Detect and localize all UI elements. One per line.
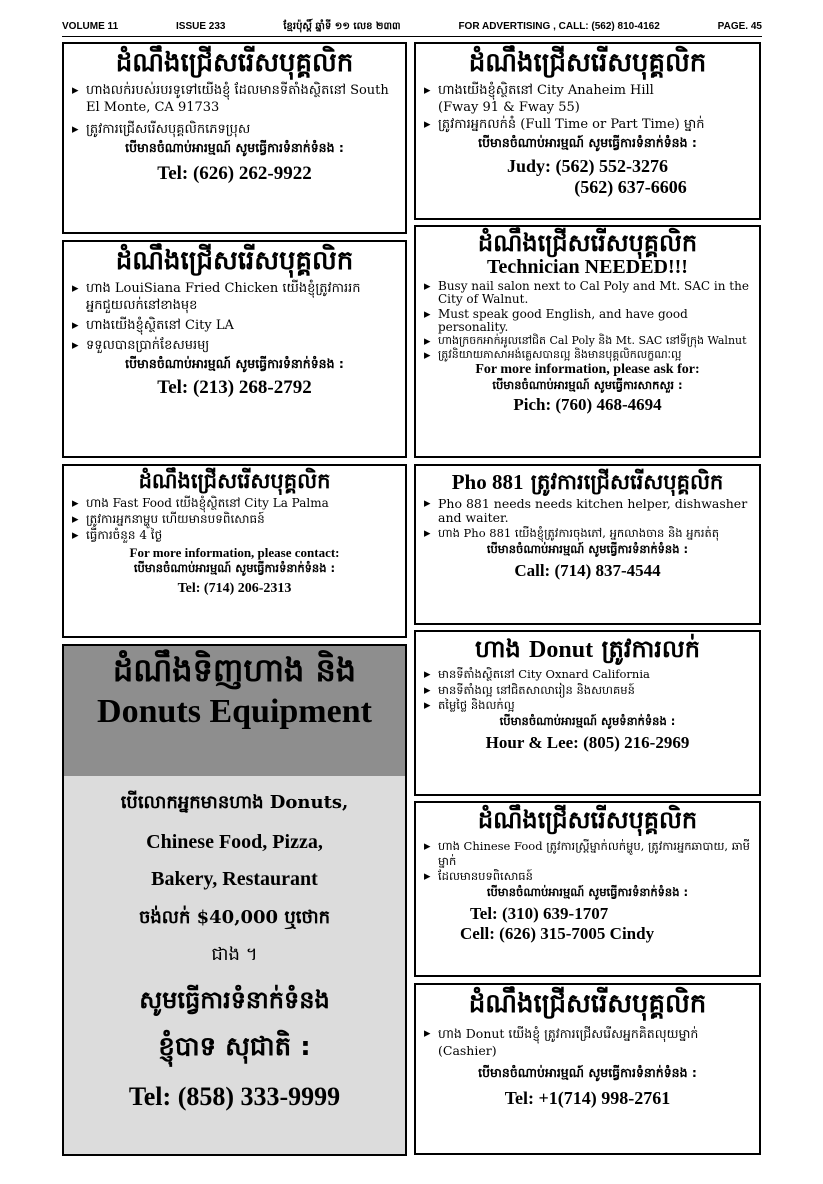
- page-number: PAGE. 45: [717, 20, 762, 32]
- ad-bullet: ▸ ត្រូវការអ្នកលក់នំ (Full Time or Part Time) ម្នាក់: [424, 117, 751, 133]
- phone-number: Tel: (310) 639-1707: [470, 904, 609, 924]
- phone-number: Tel: (213) 268-2792: [157, 377, 312, 399]
- contact-line: បើមានចំណាប់អារម្មណ៍ សូមធ្វើការទំនាក់ទំនង :: [133, 561, 336, 576]
- ad-bullet-text: (Fway 91 & Fway 55): [438, 99, 580, 115]
- ad-bullet: ▸ ហាងក្រចកអាក់អូលនៅជិត Cal Poly និង Mt. SAC នៅទីក្រុង Walnut: [424, 335, 751, 348]
- job-ad-4: [414, 225, 761, 458]
- job-ad-2: [414, 42, 761, 220]
- job-ad-6: [414, 464, 761, 625]
- ad-title: ដំណឹងជ្រើសរើសបុគ្គលិក: [477, 229, 698, 257]
- buy-ad-donuts-equipment: [62, 644, 407, 1156]
- ad-title: ដំណឹងជ្រើសរើសបុគ្គលិក: [468, 48, 707, 78]
- job-ad-5: [62, 464, 407, 638]
- contact-line: បើមានចំណាប់អារម្មណ៍ សូមធ្វើការទំនាក់ទំនង :: [125, 140, 344, 156]
- ad-bullet: ▸ ហាង LouiSiana Fried Chicken យើងខ្ញុំត្រូវការរកអ្នកជួយលក់នៅខាងមុខ: [72, 281, 397, 314]
- ad-line: បើលោកអ្នកមានហាង Donuts,: [120, 792, 349, 813]
- phone-number: Pich: (760) 468-4694: [513, 395, 662, 415]
- issue-label: ISSUE 233: [176, 20, 226, 32]
- ad-bullet: ▸ ត្រូវការអ្នកនាម្ហូប ហើយមានបទពិសោធន៍: [72, 512, 397, 527]
- phone-number: Call: (714) 837-4544: [514, 561, 661, 581]
- ad-bullet: ▸ ធ្វើការចំនួន 4 ថ្ងៃ: [72, 528, 397, 543]
- ad-bullet: ▸ តម្លៃថ្លៃ និងលក់ល្អ: [424, 698, 751, 712]
- ad-bullet: ▸ Pho 881 needs needs kitchen helper, dishwasher and waiter.: [424, 497, 751, 526]
- contact-line: បើមានចំណាប់អារម្មណ៍ សូមធ្វើការទំនាក់ទំនង :: [478, 1064, 697, 1080]
- ad-title: ដំណឹងជ្រើសរើសបុគ្គលិក: [468, 989, 707, 1019]
- ad-bullet: ▸ ដែលមានបទពិសោធន៍: [424, 869, 751, 883]
- more-info-line: For more information, please ask for:: [475, 362, 700, 378]
- job-ad-10: [414, 983, 761, 1155]
- volume-label: VOLUME 11: [62, 20, 119, 32]
- ad-line: ខ្ញុំបាទ សុជាតិ :: [158, 1032, 311, 1062]
- contact-line: បើមានចំណាប់អារម្មណ៍ សូមធ្វើការទំនាក់ទំនង :: [125, 356, 344, 372]
- ad-title: ដំណឹងជ្រើសរើសបុគ្គលិក: [115, 48, 354, 78]
- ad-bullet: ▸ ទទួលបានប្រាក់ខែសមរម្យ: [72, 338, 397, 354]
- ad-line: Chinese Food, Pizza,: [146, 831, 323, 853]
- job-ad-3: [62, 240, 407, 458]
- ad-bullet: ▸ ហាង Fast Food យើងខ្ញុំស្ថិតនៅ City La Palma: [72, 496, 397, 511]
- ad-title: ដំណឹងជ្រើសរើសបុគ្គលិក: [477, 806, 698, 834]
- ad-title-kh: ហាង: [474, 635, 521, 663]
- contact-line: បើមានចំណាប់អារម្មណ៍ សូមធ្វើការទំនាក់ទំនង :: [486, 542, 689, 557]
- page-header: [62, 18, 762, 34]
- ad-body-block: [64, 776, 405, 1156]
- phone-number: Judy: (562) 552-3276: [507, 156, 668, 177]
- ad-title-en: Donuts Equipment: [97, 692, 372, 730]
- phone-number: Tel: (714) 206-2313: [177, 581, 292, 597]
- ad-bullet: ▸ ហាងលក់របស់របរទូទៅយើងខ្ញុំ ដែលមានទីតាំងស្ថិតនៅ South El Monte, CA 91733: [72, 83, 397, 116]
- ad-line: ចង់លក់ $40,000 ឬថោក: [138, 907, 331, 928]
- ad-bullet: ▸ ហាង Donut យើងខ្ញុំ ត្រូវការជ្រើសរើសអ្នកគិតលុយម្នាក់ (Cashier): [424, 1026, 751, 1059]
- phone-number: Tel: (626) 262-9922: [157, 163, 312, 185]
- phone-number: (562) 637-6606: [574, 177, 687, 198]
- phone-number: Tel: +1(714) 998-2761: [504, 1087, 671, 1108]
- phone-number: Tel: (858) 333-9999: [128, 1082, 341, 1111]
- ad-header-block: [64, 646, 405, 776]
- phone-number: Cell: (626) 315-7005 Cindy: [460, 924, 655, 944]
- ad-title: ដំណឹងជ្រើសរើសបុគ្គលិក: [115, 246, 354, 276]
- ad-title-en: Pho 881: [451, 470, 524, 494]
- ad-title: ដំណឹងជ្រើសរើសបុគ្គលិក: [138, 469, 331, 493]
- ad-line: Bakery, Restaurant: [151, 868, 318, 890]
- ad-title-kh: ត្រូវការលក់: [601, 635, 700, 663]
- job-ad-9: [414, 801, 761, 977]
- header-rule: [62, 36, 762, 37]
- ad-subtitle: Technician NEEDED!!!: [487, 256, 688, 279]
- contact-line: បើមានចំណាប់អារម្មណ៍ សូមទំនាក់ទំនង :: [499, 714, 676, 729]
- ad-line: សូមធ្វើការទំនាក់ទំនង: [139, 986, 330, 1014]
- ad-bullet: ▸ ត្រូវការជ្រើសរើសបុគ្គលិកភេទប្រុស: [72, 122, 397, 138]
- ad-title-en: Donut: [529, 637, 594, 663]
- sale-ad-donut: [414, 630, 761, 796]
- ad-title: ដំណឹងទិញហាង និង: [112, 651, 357, 689]
- advertising-label: FOR ADVERTISING , CALL: (562) 810-4162: [458, 20, 660, 32]
- contact-line: បើមានចំណាប់អារម្មណ៍ សូមធ្វើការទំនាក់ទំនង :: [486, 885, 689, 900]
- ad-bullet: ▸ ហាង Pho 881 យើងខ្ញុំត្រូវការចុងភៅ, អ្នកលាងចាន និង អ្នករត់តុ: [424, 527, 751, 540]
- job-ad-1: [62, 42, 407, 234]
- ad-bullet: ▸ មានទីតាំងល្អ នៅជិតសាលារៀន និងសហគមន៍: [424, 683, 751, 697]
- ad-bullet: ▸ Busy nail salon next to Cal Poly and Mt. SAC in the City of Walnut.: [424, 280, 751, 306]
- ad-bullet: ▸ ហាង Chinese Food ត្រូវការស្ត្រីម្នាក់លក់ម្ហូប, ត្រូវការអ្នកឆាបាយ, ឆាមីម្នាក់: [424, 839, 751, 868]
- ad-line: ជាង ។: [211, 944, 258, 965]
- phone-number: Hour & Lee: (805) 216-2969: [485, 733, 690, 753]
- ad-title: [424, 471, 751, 493]
- contact-line: បើមានចំណាប់អារម្មណ៍ សូមធ្វើការសាកសួរ :: [492, 378, 683, 393]
- ad-bullet: ▸ ត្រូវនិយាយភាសាអង់គ្លេសបានល្អ និងមានបុគ្គលិកលក្ខណៈល្អ: [424, 349, 751, 362]
- contact-line: បើមានចំណាប់អារម្មណ៍ សូមធ្វើការទំនាក់ទំនង :: [478, 135, 697, 151]
- ad-bullet: [424, 83, 751, 116]
- more-info-line: For more information, please contact:: [129, 545, 340, 561]
- ad-bullet: ▸ Must speak good English, and have good personality.: [424, 308, 751, 334]
- ad-title: [424, 637, 751, 663]
- ad-title-kh: ត្រូវការជ្រើសរើសបុគ្គលិក: [530, 470, 724, 494]
- khmer-issue-label: ខ្មែរប៉ុស្ដិ៍ ឆ្នាំទី ១១ លេខ ២៣៣: [283, 20, 401, 32]
- ad-bullet: ▸ ហាងយើងខ្ញុំស្ថិតនៅ City LA: [72, 318, 397, 334]
- ad-bullet-text: ហាងយើងខ្ញុំស្ថិតនៅ City Anaheim Hill: [438, 83, 654, 99]
- ad-bullet: ▸ មានទីតាំងស្ថិតនៅ City Oxnard California: [424, 667, 751, 681]
